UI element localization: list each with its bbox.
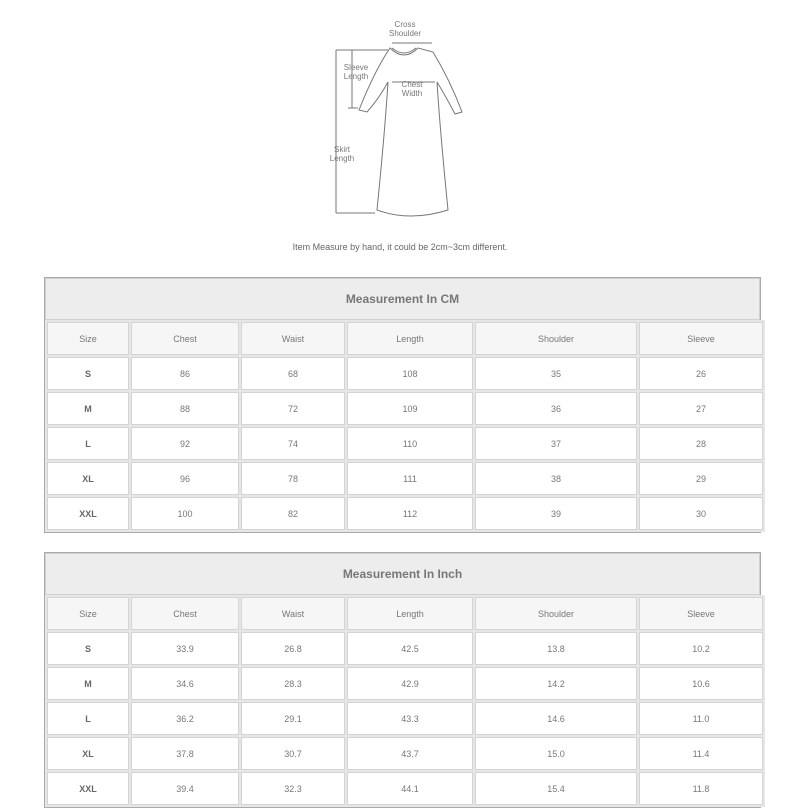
cross-shoulder-label xyxy=(385,20,425,38)
table-row xyxy=(47,427,763,460)
table-cell: 36 xyxy=(475,392,637,425)
table-row xyxy=(47,737,763,770)
label-line: Sleeve xyxy=(343,63,369,72)
table-cell: 15.0 xyxy=(475,737,637,770)
table-cell: 29 xyxy=(639,462,763,495)
size-cell: S xyxy=(47,632,129,665)
column-header: Length xyxy=(347,597,473,630)
table-cell: 10.2 xyxy=(639,632,763,665)
label-line: Chest xyxy=(401,80,423,89)
label-line: Width xyxy=(401,89,423,98)
table-cell: 11.4 xyxy=(639,737,763,770)
label-line: Skirt xyxy=(334,145,350,154)
table-cell: 43.3 xyxy=(347,702,473,735)
measurement-note: Item Measure by hand, it could be 2cm~3cm different. xyxy=(292,242,508,252)
table-title: Measurement In Inch xyxy=(45,553,760,595)
table-cell: 33.9 xyxy=(131,632,239,665)
table-row xyxy=(47,392,763,425)
table-cell: 10.6 xyxy=(639,667,763,700)
label-line: Length xyxy=(329,154,355,163)
table-cell: 88 xyxy=(131,392,239,425)
label-line: Length xyxy=(343,72,369,81)
table-cell: 28 xyxy=(639,427,763,460)
table-cell: 68 xyxy=(241,357,345,390)
table-cell: 100 xyxy=(131,497,239,530)
table-cell: 78 xyxy=(241,462,345,495)
table-cell: 35 xyxy=(475,357,637,390)
table-cell: 74 xyxy=(241,427,345,460)
size-cell: L xyxy=(47,702,129,735)
size-table xyxy=(45,320,765,532)
column-header: Shoulder xyxy=(475,597,637,630)
table-row xyxy=(47,772,763,805)
table-row xyxy=(47,667,763,700)
table-cell: 42.5 xyxy=(347,632,473,665)
size-table-cm xyxy=(44,277,761,533)
table-cell: 11.0 xyxy=(639,702,763,735)
table-cell: 39 xyxy=(475,497,637,530)
table-cell: 112 xyxy=(347,497,473,530)
table-header-row xyxy=(47,597,763,630)
column-header: Size xyxy=(47,597,129,630)
column-header: Chest xyxy=(131,597,239,630)
table-cell: 43.7 xyxy=(347,737,473,770)
column-header: Waist xyxy=(241,597,345,630)
table-cell: 27 xyxy=(639,392,763,425)
size-cell: S xyxy=(47,357,129,390)
column-header: Size xyxy=(47,322,129,355)
column-header: Waist xyxy=(241,322,345,355)
table-cell: 38 xyxy=(475,462,637,495)
table-cell: 30.7 xyxy=(241,737,345,770)
table-cell: 37 xyxy=(475,427,637,460)
size-cell: M xyxy=(47,392,129,425)
table-cell: 28.3 xyxy=(241,667,345,700)
table-row xyxy=(47,357,763,390)
table-cell: 15.4 xyxy=(475,772,637,805)
column-header: Sleeve xyxy=(639,322,763,355)
size-cell: L xyxy=(47,427,129,460)
table-cell: 14.6 xyxy=(475,702,637,735)
table-cell: 29.1 xyxy=(241,702,345,735)
table-cell: 30 xyxy=(639,497,763,530)
table-header-row xyxy=(47,322,763,355)
table-cell: 108 xyxy=(347,357,473,390)
table-cell: 36.2 xyxy=(131,702,239,735)
table-cell: 11.8 xyxy=(639,772,763,805)
table-cell: 111 xyxy=(347,462,473,495)
table-cell: 109 xyxy=(347,392,473,425)
size-cell: XL xyxy=(47,737,129,770)
table-cell: 14.2 xyxy=(475,667,637,700)
table-row xyxy=(47,632,763,665)
table-cell: 13.8 xyxy=(475,632,637,665)
table-cell: 37.8 xyxy=(131,737,239,770)
table-cell: 96 xyxy=(131,462,239,495)
table-cell: 82 xyxy=(241,497,345,530)
sleeve-length-label xyxy=(338,63,374,81)
column-header: Length xyxy=(347,322,473,355)
label-line: Cross xyxy=(394,20,416,29)
skirt-length-label xyxy=(322,145,362,163)
table-cell: 32.3 xyxy=(241,772,345,805)
table-cell: 44.1 xyxy=(347,772,473,805)
table-row xyxy=(47,702,763,735)
column-header: Sleeve xyxy=(639,597,763,630)
size-cell: M xyxy=(47,667,129,700)
column-header: Shoulder xyxy=(475,322,637,355)
table-cell: 39.4 xyxy=(131,772,239,805)
label-line: Shoulder xyxy=(388,29,422,38)
table-cell: 110 xyxy=(347,427,473,460)
size-cell: XXL xyxy=(47,497,129,530)
size-cell: XXL xyxy=(47,772,129,805)
size-table-inch xyxy=(44,552,761,808)
chest-width-label xyxy=(394,80,430,98)
column-header: Chest xyxy=(131,322,239,355)
size-cell: XL xyxy=(47,462,129,495)
table-cell: 34.6 xyxy=(131,667,239,700)
table-cell: 42.9 xyxy=(347,667,473,700)
dress-outline-icon xyxy=(0,0,800,260)
dress-measurement-diagram xyxy=(0,0,800,260)
table-cell: 92 xyxy=(131,427,239,460)
table-row xyxy=(47,497,763,530)
table-title: Measurement In CM xyxy=(45,278,760,320)
size-table xyxy=(45,595,765,807)
table-cell: 26.8 xyxy=(241,632,345,665)
table-cell: 72 xyxy=(241,392,345,425)
table-cell: 26 xyxy=(639,357,763,390)
table-row xyxy=(47,462,763,495)
table-cell: 86 xyxy=(131,357,239,390)
